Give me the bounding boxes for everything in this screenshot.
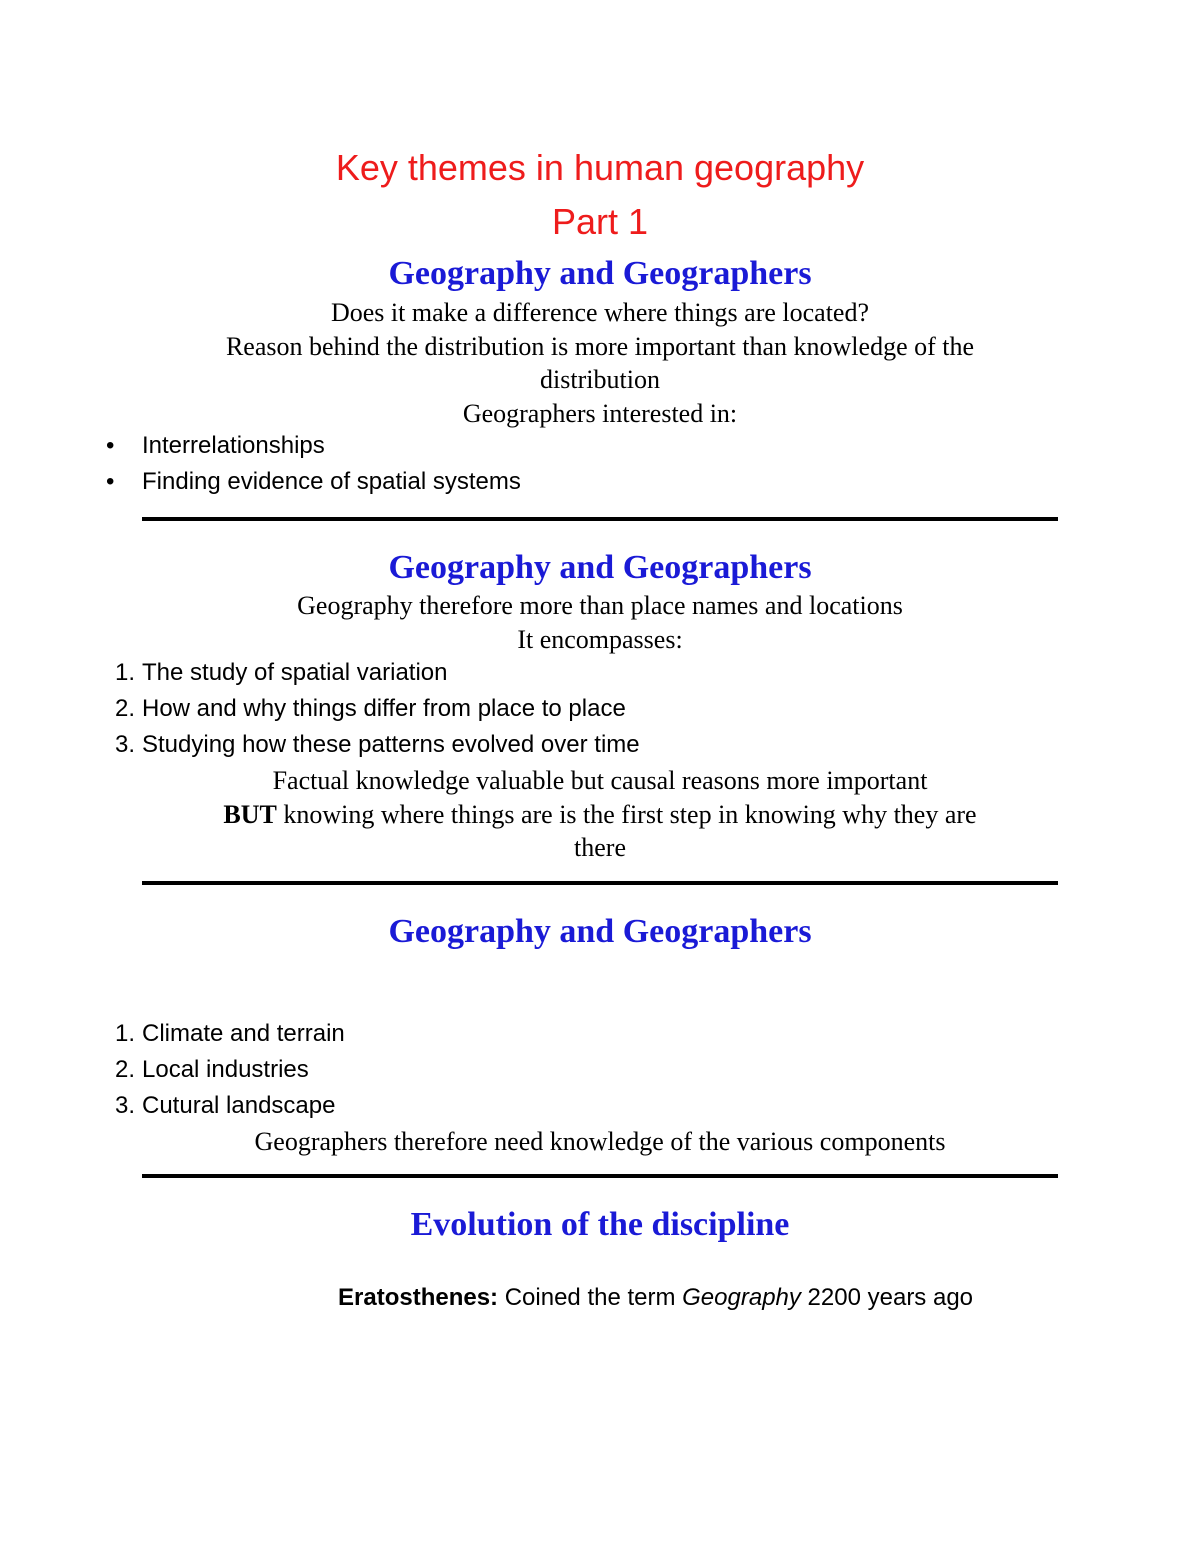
byline-pre: Coined the term	[498, 1284, 683, 1311]
section-divider	[142, 517, 1058, 521]
list-item-text: Cutural landscape	[142, 1092, 336, 1119]
list-item	[106, 428, 1058, 464]
section-2-heading: Geography and Geographers	[388, 549, 812, 586]
section-2-numbered-list	[114, 655, 1058, 763]
section-divider	[142, 1174, 1058, 1178]
section-1-line: distribution	[540, 365, 660, 394]
list-item-text: Finding evidence of spatial systems	[142, 468, 521, 495]
list-item-text: Climate and terrain	[142, 1020, 345, 1047]
list-item	[114, 1016, 1058, 1052]
list-number: 2.	[114, 1056, 135, 1083]
section-1-line: Does it make a difference where things are located?	[330, 298, 870, 327]
section-1-line: Geographers interested in:	[462, 399, 738, 428]
byline-post: 2200 years ago	[800, 1284, 974, 1311]
list-item-text: Interrelationships	[142, 432, 325, 459]
section-2-line: Geography therefore more than place names and locations	[297, 591, 903, 620]
list-number: 3.	[114, 731, 135, 758]
section-4-heading: Evolution of the discipline	[410, 1206, 790, 1243]
document-subtitle: Part 1	[551, 201, 649, 242]
list-item-text: Studying how these patterns evolved over time	[142, 731, 640, 758]
section-2-line: It encompasses:	[517, 625, 683, 654]
list-item-text: The study of spatial variation	[142, 659, 448, 686]
list-item-text: How and why things differ from place to place	[142, 695, 626, 722]
but-line-text: knowing where things are is the first step in knowing why they are	[276, 800, 977, 829]
list-item	[114, 691, 1058, 727]
byline-italic-term: Geography	[682, 1284, 801, 1311]
list-number: 3.	[114, 1092, 135, 1119]
list-number: 2.	[114, 695, 135, 722]
list-number: 1.	[114, 659, 135, 686]
section-1-heading: Geography and Geographers	[388, 255, 812, 292]
section-3-closing-line: Geographers therefore need knowledge of the various components	[254, 1127, 946, 1156]
document-page	[106, 0, 1058, 1553]
section-divider	[142, 881, 1058, 885]
section-3-heading: Geography and Geographers	[388, 913, 812, 950]
list-item	[114, 1052, 1058, 1088]
list-item	[106, 464, 1058, 500]
list-item	[114, 1088, 1058, 1124]
bullet-marker: •	[106, 432, 115, 459]
byline-name: Eratosthenes:	[338, 1284, 499, 1311]
bullet-marker: •	[106, 468, 115, 495]
but-emphasis: BUT	[223, 800, 277, 829]
list-number: 1.	[114, 1020, 135, 1047]
section-3-numbered-list	[114, 1016, 1058, 1124]
document-title: Key themes in human geography	[335, 147, 865, 188]
list-item-text: Local industries	[142, 1056, 309, 1083]
section-2-but-tail: there	[574, 833, 626, 862]
section-2-but-line	[142, 798, 1058, 831]
section-1-line: Reason behind the distribution is more important than knowledge of the	[225, 332, 975, 361]
list-item	[114, 727, 1058, 763]
section-2-closing-line: Factual knowledge valuable but causal reasons more important	[272, 766, 928, 795]
eratosthenes-note	[338, 1281, 973, 1315]
section-1-bullet-list	[106, 428, 1058, 500]
list-item	[114, 655, 1058, 691]
